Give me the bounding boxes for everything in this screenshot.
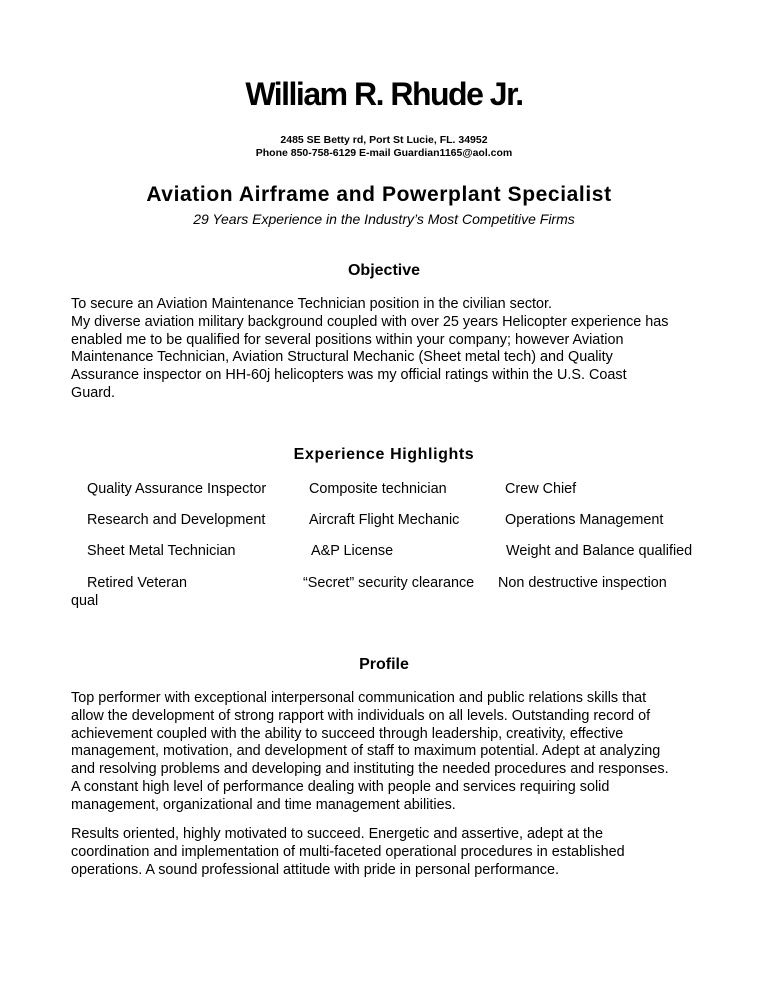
- phone-email-line: Phone 850-758-6129 E-mail Guardian1165@aol.com: [255, 147, 513, 159]
- profile-line: allow the development of strong rapport with individuals on all levels. Outstanding record of: [71, 707, 651, 724]
- highlight-item: Crew Chief: [505, 481, 577, 497]
- objective-line: Guard.: [71, 384, 115, 401]
- professional-subtitle: 29 Years Experience in the Industry’s Most Competitive Firms: [193, 211, 575, 227]
- profile-line: management, organizational and time management abilities.: [71, 796, 456, 813]
- objective-line: Assurance inspector on HH-60j helicopters was my official ratings within the U.S. Coast: [71, 367, 627, 384]
- profile-line: achievement coupled with the ability to succeed through leadership, creativity, effective: [71, 725, 624, 742]
- objective-line: Maintenance Technician, Aviation Structural Mechanic (Sheet metal tech) and Quality: [71, 349, 613, 366]
- professional-title: Aviation Airframe and Powerplant Specialist: [146, 183, 612, 206]
- profile-line: Top performer with exceptional interpersonal communication and public relations skills that: [71, 690, 647, 706]
- highlight-item: A&P License: [311, 543, 394, 559]
- highlight-item: Composite technician: [309, 481, 447, 497]
- experience-heading: Experience Highlights: [293, 446, 475, 463]
- highlight-item: Operations Management: [505, 512, 664, 528]
- profile-paragraph-2: [71, 826, 711, 879]
- objective-line: To secure an Aviation Maintenance Technician position in the civilian sector.: [71, 296, 553, 312]
- profile-heading: Profile: [359, 656, 409, 673]
- highlight-item: Sheet Metal Technician: [87, 543, 236, 559]
- profile-line: and resolving problems and developing and instituting the needed procedures and responses.: [71, 761, 669, 778]
- highlight-item: Non destructive inspection: [498, 575, 667, 591]
- profile-line: operations. A sound professional attitude with pride in personal performance.: [71, 861, 559, 878]
- profile-line: coordination and implementation of multi-faceted operational procedures in established: [71, 843, 625, 860]
- resume-name: William R. Rhude Jr.: [245, 76, 523, 112]
- profile-line: management, motivation, and development of staff to maximum potential. Adept at analyzing: [71, 743, 661, 760]
- highlight-item: Weight and Balance qualified: [506, 543, 693, 559]
- objective-line: enabled me to be qualified for several positions within your company; however Aviation: [71, 331, 624, 348]
- address-line: 2485 SE Betty rd, Port St Lucie, FL. 34952: [280, 134, 488, 146]
- highlight-item: Aircraft Flight Mechanic: [309, 512, 460, 528]
- objective-paragraph: [71, 296, 711, 403]
- highlight-item: Quality Assurance Inspector: [87, 481, 267, 497]
- profile-line: Results oriented, highly motivated to succeed. Energetic and assertive, adept at the: [71, 826, 603, 842]
- highlight-item: Research and Development: [87, 512, 266, 528]
- objective-heading: Objective: [347, 262, 421, 279]
- highlight-wrap-text: qual: [71, 593, 99, 609]
- highlight-item: Retired Veteran: [87, 575, 187, 591]
- profile-paragraph-1: [71, 690, 711, 815]
- objective-line: My diverse aviation military background coupled with over 25 years Helicopter experience has: [71, 313, 669, 330]
- highlight-item: “Secret” security clearance: [303, 575, 475, 591]
- profile-line: A constant high level of performance dealing with people and services requiring solid: [71, 778, 610, 795]
